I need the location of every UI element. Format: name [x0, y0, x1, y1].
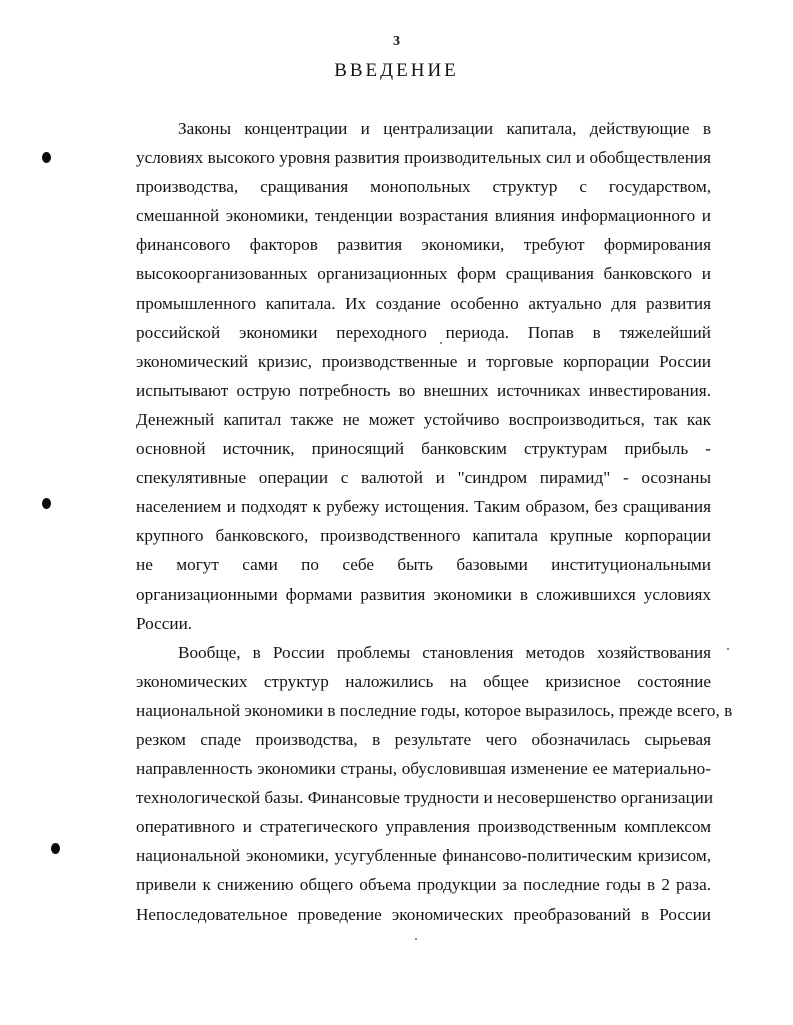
text-line: Законы концентрации и централизации капитала, действующие в	[178, 119, 711, 138]
text-line: высокоорганизованных организационных форм сращивания банковского и	[136, 264, 711, 284]
page-title: ВВЕДЕНИЕ	[334, 60, 459, 81]
text-line: экономических структур наложились на общее кризисное состояние	[136, 671, 711, 691]
text-line: России.	[136, 613, 193, 633]
text-line: национальной экономики, усугубленные финансово-политическим кризисом,	[136, 846, 711, 866]
punch-hole-mark	[42, 498, 51, 509]
text-line: российской экономики переходного периода. Попав в тяжелейший	[136, 322, 711, 342]
text-line: основной источник, приносящий банковским структурам прибыль -	[136, 439, 711, 459]
text-line: привели к снижению общего объема продукции за последние годы в 2 раза.	[136, 875, 711, 895]
text-line: производства, сращивания монопольных структур с государством,	[136, 177, 711, 197]
text-line: смешанной экономики, тенденции возрастания влияния информационного и	[136, 206, 711, 226]
text-line: крупного банковского, производственного капитала крупные корпорации	[136, 526, 711, 546]
text-line: финансового факторов развития экономики, требуют формирования	[136, 235, 711, 255]
punch-hole-mark	[42, 152, 51, 163]
text-line: направленность экономики страны, обусловившая изменение ее материально-	[136, 759, 711, 779]
text-line: экономический кризис, производственные и торговые корпорации России	[136, 351, 711, 371]
scan-speck	[727, 648, 729, 650]
text-line: национальной экономики в последние годы, которое выразилось, прежде всего, в	[136, 700, 733, 720]
text-line: Непоследовательное проведение экономических преобразований в России	[136, 904, 711, 924]
text-line: Вообще, в России проблемы становления методов хозяйствования	[178, 642, 711, 662]
text-line: населением и подходят к рубежу истощения. Таким образом, без сращивания	[136, 497, 711, 517]
text-line: резком спаде производства, в результате чего обозначилась сырьевая	[136, 729, 711, 749]
text-line: не могут сами по себе быть базовыми институциональными	[136, 555, 711, 575]
punch-hole-mark	[51, 843, 60, 854]
paragraph	[136, 114, 711, 638]
text-line: промышленного капитала. Их создание особенно актуально для развития	[136, 293, 711, 313]
text-line: организационными формами развития экономики в сложившихся условиях	[136, 584, 711, 604]
text-line: испытывают острую потребность во внешних источниках инвестирования.	[136, 380, 711, 400]
paragraph	[136, 638, 733, 929]
text-line: спекулятивные операции с валютой и "синдром пирамид" - осознаны	[136, 468, 711, 488]
text-line: Денежный капитал также не может устойчиво воспроизводиться, так как	[136, 409, 711, 429]
body-text	[136, 114, 733, 929]
text-line: технологической базы. Финансовые трудности и несовершенство организации	[136, 788, 714, 808]
scan-speck	[415, 938, 417, 940]
page-number: 3	[393, 34, 400, 49]
text-line: условиях высокого уровня развития производительных сил и обобществления	[136, 148, 711, 168]
text-line: оперативного и стратегического управления производственным комплексом	[136, 817, 711, 837]
